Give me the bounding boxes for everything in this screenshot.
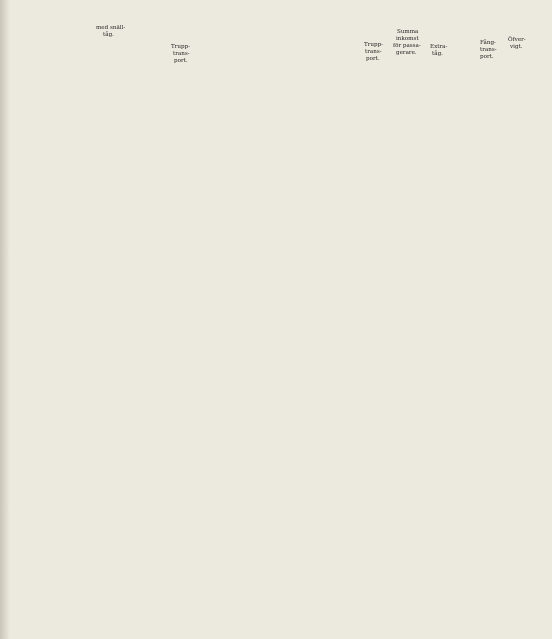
extra-train-heading: Extra- (430, 44, 448, 50)
troop-count-heading-3: port. (174, 58, 188, 64)
extra-train-heading-2: tåg. (432, 51, 443, 57)
prisoner-transport-heading: Fång- (480, 40, 496, 46)
income-total-heading-2: inkomst (396, 36, 419, 42)
overweight-heading-2: vigt. (510, 44, 523, 50)
troop-transport-heading: Trupp- (364, 42, 384, 48)
prisoner-transport-heading-2: trans- (480, 47, 497, 53)
troop-count-heading: Trupp- (171, 44, 191, 50)
express-train-heading: med snäll- (96, 25, 126, 31)
passenger-ledger-table (6, 0, 552, 530)
income-total-heading: Summa (397, 29, 419, 35)
troop-transport-heading-2: trans- (365, 49, 382, 55)
prisoner-transport-heading-3: port. (480, 54, 494, 60)
income-total-heading-3: för passa- (393, 43, 421, 49)
express-train-heading-2: tåg. (103, 32, 114, 38)
troop-count-heading-2: trans- (173, 51, 190, 57)
troop-transport-heading-3: port. (366, 56, 380, 62)
table-grid (6, 0, 552, 530)
income-total-heading-4: gerare. (396, 50, 417, 56)
overweight-heading: Öfver- (508, 37, 526, 43)
